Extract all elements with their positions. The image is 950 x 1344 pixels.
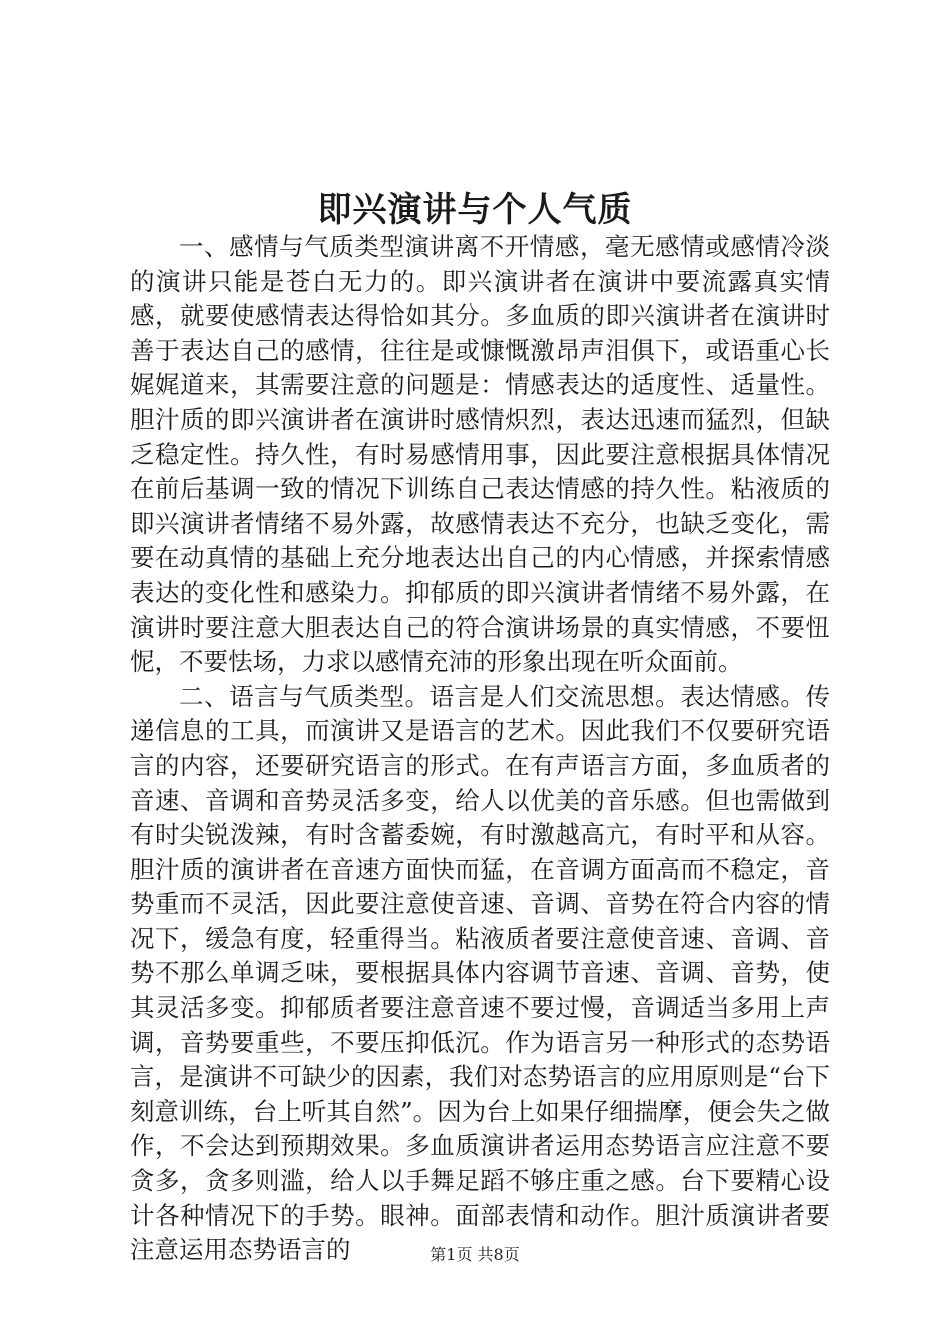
page-number-footer: 第1页 共8页 (430, 1245, 520, 1264)
paragraph-language: 二、语言与气质类型。语言是人们交流思想。表达情感。传递信息的工具，而演讲又是语言的艺术。因此我们不仅要研究语言的内容，还要研究语言的形式。在有声语言方面，多血质者的音速、音调和音势灵活多变，给人以优美的音乐感。但也需做到有时尖锐泼辣，有时含蓄委婉，有时激越高亢，有时平和从容。胆汁质的演讲者在音速方面快而猛，在音调方面高而不稳定，音势重而不灵活，因此要注意使音速、音调、音势在符合内容的情况下，缓急有度，轻重得当。粘液质者要注意使音速、音调、音势不那么单调乏味，要根据具体内容调节音速、音调、音势，使其灵活多变。抑郁质者要注意音速不要过慢，音调适当多用上声调，音势要重些，不要压抑低沉。作为语言另一种形式的态势语言，是演讲不可缺少的因素，我们对态势语言的应用原则是“台下刻意训练，台上听其自然”。因为台上如果仔细揣摩，便会失之做作，不会达到预期效果。多血质演讲者运用态势语言应注意不要贪多，贪多则滥，给人以手舞足蹈不够庄重之感。台下要精心设计各种情况下的手势。眼神。面部表情和动作。胆汁质演讲者要注意运用态势语言的 (130, 681, 830, 1265)
document-title: 即兴演讲与个人气质 (317, 190, 633, 230)
paragraph-emotion: 一、感情与气质类型演讲离不开情感，毫无感情或感情冷淡的演讲只能是苍白无力的。即兴演讲者在演讲中要流露真实情感，就要使感情表达得恰如其分。多血质的即兴演讲者在演讲时善于表达自己的感情，往往是或慷慨激昂声泪俱下，或语重心长娓娓道来，其需要注意的问题是：情感表达的适度性、适量性。胆汁质的即兴演讲者在演讲时感情炽烈，表达迅速而猛烈，但缺乏稳定性。持久性，有时易感情用事，因此要注意根据具体情况在前后基调一致的情况下训练自己表达情感的持久性。粘液质的即兴演讲者情绪不易外露，故感情表达不充分，也缺乏变化，需要在动真情的基础上充分地表达出自己的内心情感，并探索情感表达的变化性和感染力。抑郁质的即兴演讲者情绪不易外露，在演讲时要注意大胆表达自己的符合演讲场景的真实情感，不要忸怩，不要怯场，力求以感情充沛的形象出现在听众面前。 (130, 232, 830, 677)
document-body (130, 230, 830, 1268)
